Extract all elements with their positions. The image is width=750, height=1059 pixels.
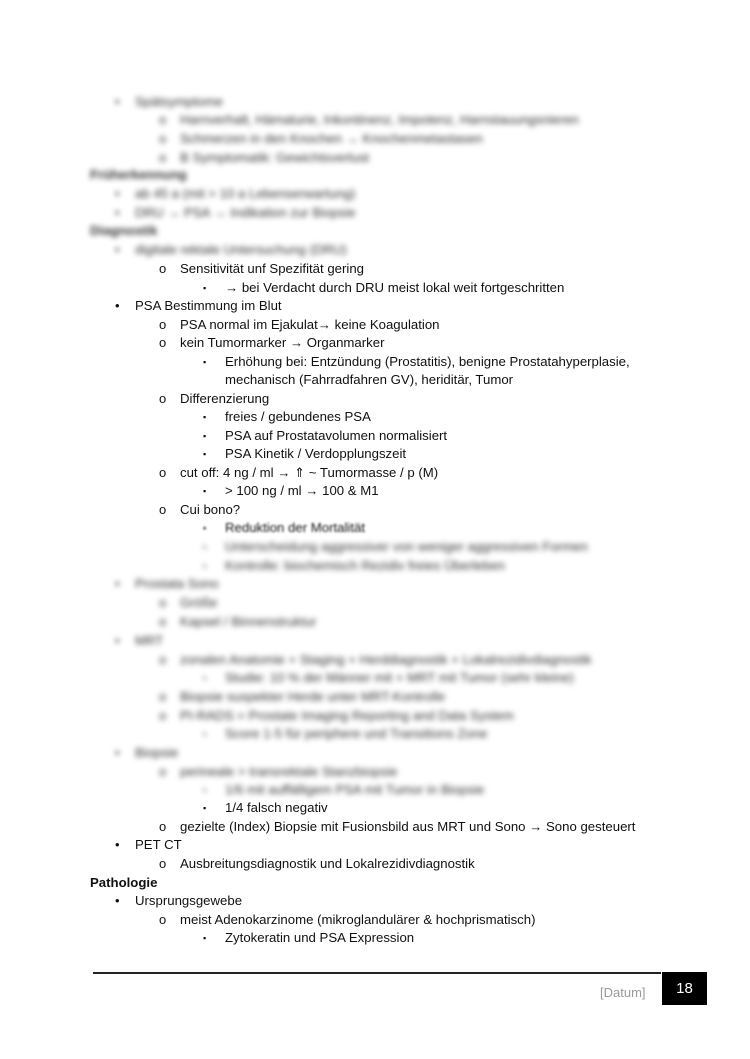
list-item-text: Cui bono? (180, 502, 241, 517)
list-item-text: Score 1-5 für periphere und Transitions Zone (225, 726, 488, 741)
section-heading: Früherkennung (90, 167, 187, 182)
list-item-text: Harnverhalt, Hämaturie, Inkontinenz, Impotenz, Harnstauungsnieren (180, 112, 579, 127)
list-item-text: B Symptomatik: Gewichtsverlust (180, 150, 370, 165)
bullet-icon: o (159, 614, 167, 629)
bullet-icon: ▪ (203, 933, 207, 943)
list-item-text: freies / gebundenes PSA (225, 409, 371, 424)
list-item-text: Größe (180, 595, 218, 610)
list-item-text: mechanisch (Fahrradfahren GV), heriditär, Tumor (225, 372, 514, 387)
footer-date-placeholder: [Datum] (600, 985, 646, 1000)
bullet-icon: o (159, 150, 167, 165)
bullet-icon: o (159, 131, 167, 146)
list-item-text: Sensitivität unf Spezifität gering (180, 261, 364, 276)
list-item-text: perineale > transrektale Stanzbiopsie (180, 764, 398, 779)
section-heading: Diagnostik (90, 223, 158, 238)
list-item-text: kein Tumormarker → Organmarker (180, 335, 385, 350)
list-item-text: Kapsel / Binnenstruktur (180, 614, 317, 629)
bullet-icon: o (159, 261, 167, 276)
bullet-icon: ▪ (203, 412, 207, 422)
list-item-text: Biopsie (135, 745, 179, 760)
list-item-text: gezielte (Index) Biopsie mit Fusionsbild aus MRT und Sono → Sono gesteuert (180, 819, 636, 834)
list-item-text: Differenzierung (180, 391, 270, 406)
bullet-icon: ▪ (203, 542, 207, 552)
bullet-icon: o (159, 391, 167, 406)
bullet-icon: ▪ (203, 785, 207, 795)
bullet-icon: ▪ (203, 486, 207, 496)
list-item-text: PSA Kinetik / Verdopplungszeit (225, 446, 407, 461)
bullet-icon: o (159, 819, 167, 834)
bullet-icon: ▪ (203, 449, 207, 459)
list-item-text: > 100 ng / ml → 100 & M1 (225, 483, 379, 498)
bullet-icon: o (159, 652, 167, 667)
list-item-text: 1/4 falsch negativ (225, 800, 328, 815)
bullet-icon: • (115, 205, 120, 220)
list-item-text: Unterscheidung aggressiver von weniger aggressiven Formen (225, 539, 588, 554)
list-item-text: PSA Bestimmung im Blut (135, 298, 282, 313)
bullet-icon: • (115, 745, 120, 760)
bullet-icon: ▪ (203, 283, 207, 293)
bullet-icon: • (115, 242, 120, 257)
bullet-icon: o (159, 689, 167, 704)
bullet-icon: o (159, 856, 167, 871)
list-item-text: PI-RADS = Prostate Imaging Reporting and Data System (180, 708, 514, 723)
bullet-icon: o (159, 465, 167, 480)
list-item-text: digitale rektale Untersuchung (DRU) (135, 242, 347, 257)
list-item-text: Reduktion der Mortalität (225, 520, 366, 535)
list-item-text: Studie: 10 % der Männer mit + MRT mit Tumor (sehr kleine) (225, 670, 574, 685)
list-item-text: Biopsie suspekter Herde unter MRT-Kontrolle (180, 689, 446, 704)
bullet-icon: • (115, 298, 120, 313)
bullet-icon: o (159, 912, 167, 927)
list-item-text: ab 45 a (mit > 10 a Lebenserwartung) (135, 186, 356, 201)
bullet-icon: o (159, 317, 167, 332)
list-item-text: DRU → PSA → Indikation zur Biopsie (135, 205, 356, 220)
list-item-text: MRT (135, 633, 164, 648)
list-item-text: Schmerzen in den Knochen → Knochenmetastasen (180, 131, 483, 146)
bullet-icon: • (115, 893, 120, 908)
list-item-text: Ursprungsgewebe (135, 893, 243, 908)
list-item-text: 1/6 mit auffälligem PSA mit Tumor in Biopsie (225, 782, 485, 797)
bullet-icon: o (159, 764, 167, 779)
bullet-icon: ▪ (203, 357, 207, 367)
bullet-icon: • (115, 837, 120, 852)
list-item-text: PSA auf Prostatavolumen normalisiert (225, 428, 448, 443)
bullet-icon: ▪ (203, 803, 207, 813)
list-item-text: PET CT (135, 837, 182, 852)
bullet-icon: ▪ (203, 431, 207, 441)
bullet-icon: o (159, 595, 167, 610)
bullet-icon: o (159, 335, 167, 350)
bullet-icon: ▪ (203, 729, 207, 739)
section-heading: Pathologie (90, 875, 158, 890)
list-item-text: cut off: 4 ng / ml → ⇑ ~ Tumormasse / p (M) (180, 465, 439, 480)
list-item-text: → bei Verdacht durch DRU meist lokal weit fortgeschritten (225, 280, 565, 295)
bullet-icon: ▪ (203, 673, 207, 683)
list-item-text: Kontrolle: biochemisch Rezidiv freies Überleben (225, 558, 506, 573)
page-number: 18 (676, 980, 693, 997)
list-item-text: Zytokeratin und PSA Expression (225, 930, 415, 945)
bullet-icon: o (159, 502, 167, 517)
bullet-icon: • (115, 94, 120, 109)
list-item-text: Prostata Sono (135, 576, 219, 591)
list-item-text: Ausbreitungsdiagnostik und Lokalrezidivdiagnostik (180, 856, 475, 871)
list-item-text: meist Adenokarzinome (mikroglandulärer & hochprismatisch) (180, 912, 536, 927)
footer-divider (93, 972, 661, 974)
list-item-text: zonalen Anatomie + Staging + Herddiagnostik + Lokalrezidivdiagnostik (180, 652, 592, 667)
bullet-icon: ▪ (203, 523, 207, 533)
bullet-icon: o (159, 112, 167, 127)
bullet-icon: • (115, 633, 120, 648)
list-item-text: Erhöhung bei: Entzündung (Prostatitis), benigne Prostatahyperplasie, (225, 354, 630, 369)
page-number-box (662, 972, 707, 1005)
bullet-icon: • (115, 186, 120, 201)
list-item-text: Spätsymptome (135, 94, 223, 109)
bullet-icon: • (115, 576, 120, 591)
list-item-text: PSA normal im Ejakulat→ keine Koagulation (180, 317, 440, 332)
bullet-icon: ▪ (203, 561, 207, 571)
bullet-icon: o (159, 708, 167, 723)
